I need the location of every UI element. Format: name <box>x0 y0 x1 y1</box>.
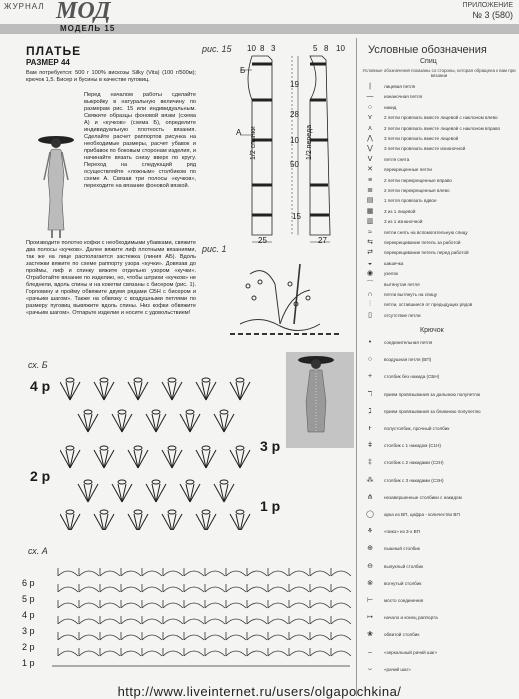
crochet-symbol-icon: ◯ <box>366 511 374 518</box>
crochet-symbol-text: прием провязывания за дальнюю полупетлю <box>384 391 481 397</box>
front-label: 1/2 переда <box>306 125 313 160</box>
scheme-b-fan <box>128 378 148 400</box>
crochet-symbol-icon: ⋔ <box>367 493 373 501</box>
spoke-symbol-text: шишечка <box>384 260 404 266</box>
scheme-a-arch <box>226 571 246 576</box>
scheme-a-arch <box>289 619 309 624</box>
spoke-symbol-text: 3 петли провязать вместе изнаночной <box>384 146 466 152</box>
crochet-symbol-icon: ⱶ <box>368 425 372 432</box>
scheme-a-arch <box>310 635 330 640</box>
scheme-a-arch <box>289 587 309 592</box>
spoke-symbol-icon: ≣ <box>367 187 373 194</box>
spoke-symbol-text: петли снять на вспомогательную спицу <box>384 229 468 235</box>
scheme-a-arch <box>163 571 183 576</box>
crochet-symbol-text: выпуклый столбик <box>384 563 424 569</box>
spoke-symbol-icon: ✕ <box>367 166 373 174</box>
crochet-symbol-text: пышный столбик <box>384 546 420 552</box>
crochet-symbol-text: прием провязывания за ближнюю полупетлю <box>384 408 481 414</box>
crochet-symbol-icon: ⌣ <box>367 665 373 673</box>
pic15-bottom-right: 27 <box>318 236 327 245</box>
crochet-symbol-text: обвитой столбик <box>384 632 420 638</box>
scheme-a-arch <box>79 603 99 608</box>
scheme-b-fan <box>230 446 250 468</box>
scheme-a-arch <box>205 635 225 640</box>
spoke-symbol-text: петли, оставшиеся от предыдущих рядов <box>384 302 473 308</box>
scheme-a-arch <box>100 651 120 656</box>
crochet-symbol-icon: ⚘ <box>366 528 374 536</box>
scheme-b-fan <box>128 510 148 530</box>
spoke-symbol-icon: ⇆ <box>367 239 373 246</box>
scheme-a-arch <box>58 651 78 656</box>
scheme-a-arch <box>121 635 141 640</box>
scheme-a-row2: 2 р <box>22 642 35 652</box>
scheme-a-arch <box>79 635 99 640</box>
scheme-a-arch <box>184 571 204 576</box>
scheme-b-row1: 1 р <box>260 498 281 514</box>
scheme-a-arch <box>310 603 330 608</box>
scheme-a-arch <box>226 635 246 640</box>
scheme-a-arch <box>268 571 288 576</box>
scheme-a-arch <box>163 619 183 624</box>
spoke-symbol-icon: ≈ <box>368 228 372 236</box>
scheme-a-arch <box>268 651 288 656</box>
scheme-a-arch <box>205 571 225 576</box>
scheme-b-fan <box>214 410 234 432</box>
scheme-a-arch <box>289 635 309 640</box>
scheme-a-arch <box>58 587 78 592</box>
legend-spokes-title: Спиц <box>420 58 437 65</box>
scheme-a-arch <box>142 651 162 656</box>
spoke-symbol-text: узелок <box>384 271 399 277</box>
crochet-symbol-icon: ❀ <box>367 631 373 639</box>
scheme-a-label: сх. А <box>28 546 48 556</box>
scheme-a-arch <box>121 603 141 608</box>
model-label: МОДЕЛЬ 15 <box>60 24 116 33</box>
scheme-a-arch <box>58 619 78 624</box>
spoke-symbol-text: отсутствие петли <box>384 312 421 318</box>
crochet-symbol-text: «зеркальный рачий шаг» <box>384 649 438 655</box>
scheme-a-arch <box>142 571 162 576</box>
crochet-symbol-text: незавершенные столбики с накидом <box>384 494 462 500</box>
scheme-a-arch <box>100 603 120 608</box>
scheme-a-arch <box>310 651 330 656</box>
scheme-a-arch <box>268 619 288 624</box>
spoke-symbol-icon: ▯ <box>368 311 372 319</box>
scheme-b-fan <box>162 446 182 468</box>
scheme-a-arch <box>142 603 162 608</box>
scheme-a-arch <box>247 603 267 608</box>
crochet-symbol-icon: ⊖ <box>367 562 373 570</box>
spoke-symbol-text: 2 петли перекрещенные вправо <box>384 177 452 183</box>
spoke-symbol-icon: | <box>369 83 371 90</box>
crochet-symbol-text: столбик без накида (СБН) <box>384 374 440 380</box>
scheme-a-arch <box>331 635 351 640</box>
scheme-a-row3: 3 р <box>22 626 35 636</box>
magazine-logo: МОД <box>56 0 111 24</box>
scheme-a-row4: 4 р <box>22 610 35 620</box>
scheme-a-arch <box>247 635 267 640</box>
crochet-symbol-icon: ⊢ <box>366 597 374 604</box>
crochet-symbol-text: воздушная петля (ВП) <box>384 357 432 363</box>
pic15-diagram <box>200 40 356 250</box>
pic15-label-b: Б <box>240 66 246 75</box>
pic15-dim-50: 50 <box>290 160 299 169</box>
spoke-symbol-text: 1 петля провязать вдвое <box>384 198 437 204</box>
crochet-symbol-icon: ‡ <box>368 459 372 467</box>
crochet-symbol-text: арка из ВП, цифра - количество ВП <box>384 512 460 517</box>
crochet-symbol-text: столбик с 2 накидами (С2Н) <box>384 460 444 466</box>
scheme-a-row6: 6 р <box>22 578 35 588</box>
scheme-a-arch <box>142 587 162 592</box>
scheme-b-row4: 4 р <box>30 378 51 394</box>
spoke-symbol-icon: ◉ <box>366 270 374 278</box>
scheme-a-arch <box>226 651 246 656</box>
scheme-a-arch <box>184 587 204 592</box>
scheme-a-arch <box>331 619 351 624</box>
scheme-a-arch <box>205 587 225 592</box>
scheme-b-fan <box>78 410 98 432</box>
scheme-a-arch <box>331 571 351 576</box>
pic15-top-right-3: 10 <box>336 44 345 53</box>
scheme-a-arch <box>247 651 267 656</box>
pic15-top-right-1: 5 <box>313 44 318 53</box>
scheme-a-arch <box>310 571 330 576</box>
scheme-a-arch <box>268 635 288 640</box>
model-photo <box>34 130 78 240</box>
scheme-a-arch <box>142 619 162 624</box>
pic1-label: рис. 1 <box>202 244 227 254</box>
spoke-symbol-icon: ⋀ <box>367 135 373 142</box>
spoke-symbol-icon: ⇄ <box>367 249 373 257</box>
spoke-symbol-icon: ○ <box>367 103 373 111</box>
spoke-symbol-text: 3 из 1 изнаночной <box>384 219 423 225</box>
crochet-symbol-text: начало и конец раппорта <box>384 615 438 621</box>
scheme-b-fan <box>162 510 182 530</box>
scheme-a-arch <box>289 651 309 656</box>
spoke-symbol-text: петли вытянуть на спицу <box>384 292 438 297</box>
scheme-b-fan <box>180 480 200 502</box>
materials-text: Вам потребуется: 500 г 100% вискозы Silky (Vita) (100 г/500м); крючок 1,5. Бисер и бусины в качестве пуговиц. <box>26 70 196 83</box>
spoke-symbol-icon: ▦ <box>366 207 374 215</box>
spoke-symbol-icon: — <box>366 93 374 101</box>
scheme-a-arch <box>289 603 309 608</box>
scheme-b-fan <box>94 446 114 468</box>
scheme-a-row5: 5 р <box>22 594 35 604</box>
scheme-a-arch <box>79 619 99 624</box>
scheme-a-arch <box>184 603 204 608</box>
spoke-symbol-text: перекрещивание петель за работой <box>384 240 461 245</box>
crochet-symbol-text: соединительная петля <box>384 340 433 345</box>
scheme-a-arch <box>268 603 288 608</box>
scheme-a-arch <box>100 635 120 640</box>
article-title: ПЛАТЬЕ <box>26 44 82 58</box>
scheme-a-diagram <box>46 556 356 682</box>
scheme-a-arch <box>184 635 204 640</box>
scheme-a-arch <box>289 571 309 576</box>
pic15-dim-10: 10 <box>290 136 299 145</box>
spoke-symbol-text: перекрещенные петли <box>384 167 432 173</box>
scheme-b-fan <box>196 510 216 530</box>
scheme-a-arch <box>100 571 120 576</box>
scheme-a-arch <box>184 619 204 624</box>
scheme-a-arch <box>121 587 141 592</box>
pic15-dim-15: 15 <box>292 212 301 221</box>
scheme-a-arch <box>226 587 246 592</box>
crochet-symbol-icon: ↦ <box>367 614 373 622</box>
crochet-symbol-text: «пико» из 3-х ВП <box>384 529 421 535</box>
scheme-b-fan <box>162 378 182 400</box>
scheme-a-arch <box>226 619 246 624</box>
spoke-symbol-icon: ⋁ <box>367 145 373 153</box>
scheme-b-fan <box>94 510 114 530</box>
issue-number: № 3 (580) <box>472 10 513 20</box>
crochet-symbol-icon: ℷ <box>368 407 372 415</box>
spoke-symbol-icon: ▥ <box>366 218 374 226</box>
scheme-a-arch <box>121 571 141 576</box>
appendix-label: ПРИЛОЖЕНИЕ <box>462 2 513 9</box>
scheme-a-arch <box>163 603 183 608</box>
crochet-symbol-icon: ⁂ <box>366 476 374 484</box>
crochet-symbol-text: столбик с 3 накидами (С3Н) <box>384 477 444 483</box>
spoke-symbol-icon: ≡ <box>367 176 373 184</box>
legend-spokes-desc: Условные обозначения показаны со стороны, которая обращена к вам при вязании <box>362 68 516 78</box>
pic1-diagram <box>220 254 350 346</box>
pic15-top-left-1: 10 <box>247 44 256 53</box>
scheme-b-fan <box>230 378 250 400</box>
magazine-brand: ЖУРНАЛ <box>4 2 45 11</box>
scheme-b-fan <box>196 446 216 468</box>
scheme-b-fan <box>146 410 166 432</box>
pic15-top-left-3: 3 <box>271 44 276 53</box>
scheme-a-arch <box>100 619 120 624</box>
legend-title: Условные обозначения <box>368 44 487 56</box>
spoke-symbol-text: 3 из 1 лицевой <box>384 208 416 214</box>
scheme-b-fan <box>180 410 200 432</box>
scheme-a-arch <box>121 651 141 656</box>
scheme-a-arch <box>331 603 351 608</box>
spoke-symbol-text: 2 петли перекрещенные влево <box>384 188 450 193</box>
crochet-symbol-text: мосто соединения <box>384 598 424 603</box>
scheme-a-arch <box>100 587 120 592</box>
spoke-symbol-text: перекрещивание петель перед работой <box>384 250 469 256</box>
scheme-b-diagram <box>60 370 260 530</box>
spoke-symbol-icon: ⫶ <box>369 301 371 309</box>
crochet-symbol-text: вогнутый столбик <box>384 580 422 586</box>
pic15-bottom-left: 25 <box>258 236 267 245</box>
scheme-a-arch <box>205 619 225 624</box>
spoke-symbol-icon: ⌒ <box>366 280 374 288</box>
scheme-a-arch <box>58 571 78 576</box>
scheme-a-arch <box>79 651 99 656</box>
pic15-top-left-2: 8 <box>260 44 265 53</box>
pic15-dim-19: 19 <box>290 80 299 89</box>
scheme-a-arch <box>310 587 330 592</box>
scheme-a-arch <box>247 571 267 576</box>
spoke-symbol-text: 2 петли провязать вместе лицевой с наклоном влево <box>384 115 498 121</box>
spoke-symbol-icon: ◒ <box>367 259 373 267</box>
scheme-b-row3: 3 р <box>260 438 281 454</box>
pic15-label-a: А <box>236 128 242 137</box>
scheme-a-arch <box>58 603 78 608</box>
spoke-symbol-text: изнаночная петля <box>384 94 423 100</box>
scheme-a-arch <box>331 587 351 592</box>
pic15-label: рис. 15 <box>202 44 232 54</box>
source-url: http://www.liveinternet.ru/users/olgapochkina/ <box>117 684 402 699</box>
scheme-a-arch <box>79 587 99 592</box>
spoke-symbol-icon: ⋏ <box>367 124 373 132</box>
crochet-symbol-text: «рачий шаг» <box>384 666 411 672</box>
scheme-a-arch <box>247 587 267 592</box>
scheme-a-arch <box>79 571 99 576</box>
back-label: 1/2 спинки <box>250 126 257 160</box>
scheme-b-fan <box>214 480 234 502</box>
spoke-symbol-icon: ∩ <box>367 291 373 298</box>
scheme-a-arch <box>205 651 225 656</box>
scheme-b-fan <box>230 510 250 530</box>
pic15-top-right-2: 8 <box>324 44 329 53</box>
scheme-a-arch <box>142 635 162 640</box>
crochet-symbol-icon: • <box>368 339 372 346</box>
scheme-a-arch <box>58 635 78 640</box>
scheme-a-arch <box>310 619 330 624</box>
scheme-a-arch <box>205 603 225 608</box>
scheme-a-arch <box>331 651 351 656</box>
legend-crochet-title: Крючок <box>420 327 444 334</box>
model-back-photo <box>286 352 354 448</box>
para2-text: Производите полотно кофки с необходимыми убавками, свяжите два полосы «кучков». Далее вяжите лиф плотными вязаниями, так же на лице располагается застежка (линия АБ). Вдоль застежки вяжите по схеме раппорту узора «кучки». Довязав до проймы, лиф и спинку вяжите отдельно узором «кучки». Отработайте вязание по изделию, но, чтобы штрихи «кучков» не бледнели, вдоль спины и на кокетки связаны с бисером (рис. 1). Горловину и пройму обвяжите двумя рядами СБН с бисером и «рачьим шагом». Также на обвязку с воздушными петлями по размеру пуговиц вывяжите вдоль спины. Низ кофки обвяжите «рачьим шагом». Отпарьте изделие и носите с удовольствием! <box>26 240 196 316</box>
crochet-symbol-text: столбик с 1 накидом (С1Н) <box>384 443 441 449</box>
crochet-symbol-icon: ⌢ <box>367 648 373 656</box>
scheme-b-row2: 2 р <box>30 468 51 484</box>
pic15-dim-28: 28 <box>290 110 299 119</box>
para1-text: Перед началом работы сделайте выкройку в натуральную величину по размерам рис. 15 или индивидуальным. Свяжите образцы фоновой вязки (схема А) и «кучков» (схема Б), определите индивидуальную плотность вязания. Сделайте расчет раппортов рисунка на необходимые размеры, расчет убавок и прибавок по боковым сторонам изделия, и начинайте вязать снизу вверх по кругу. Переход на следующий ряд осуществляйте «ложным» столбиком по схеме А. Связав три полосы «кучков», переходите на вязание фоновой вязкой. <box>84 92 196 189</box>
scheme-b-fan <box>196 378 216 400</box>
scheme-b-fan <box>112 480 132 502</box>
scheme-a-arch <box>247 619 267 624</box>
scheme-b-fan <box>60 510 80 530</box>
scheme-a-row1: 1 р <box>22 658 35 668</box>
scheme-a-arch <box>184 651 204 656</box>
spoke-symbol-text: лицевая петля <box>384 84 416 89</box>
crochet-symbol-icon: ǂ <box>367 442 373 450</box>
crochet-symbol-text: полустолбик, прочный столбик <box>384 426 450 431</box>
scheme-b-fan <box>128 446 148 468</box>
scheme-a-arch <box>226 603 246 608</box>
crochet-symbol-icon: ⊗ <box>367 579 373 587</box>
spoke-symbol-text: накид <box>384 104 397 110</box>
spoke-symbol-icon: Ⅴ <box>367 155 373 163</box>
crochet-symbol-icon: ○ <box>367 356 373 364</box>
scheme-a-arch <box>163 635 183 640</box>
scheme-b-label: сх. Б <box>28 360 48 370</box>
scheme-b-fan <box>112 410 132 432</box>
spoke-symbol-text: 2 петли провязать вместе лицевой с наклоном вправо <box>384 125 501 131</box>
scheme-b-fan <box>78 480 98 502</box>
crochet-symbol-icon: ⊕ <box>367 545 373 553</box>
scheme-a-arch <box>121 619 141 624</box>
scheme-b-fan <box>94 378 114 400</box>
spoke-symbol-icon: ⋎ <box>367 114 373 122</box>
spoke-symbol-text: петля снята <box>384 156 410 162</box>
scheme-b-fan <box>146 480 166 502</box>
article-size: РАЗМЕР 44 <box>26 58 70 67</box>
spoke-symbol-text: вытянутая петля <box>384 281 420 287</box>
scheme-b-fan <box>60 446 80 468</box>
crochet-symbol-icon: + <box>367 373 373 381</box>
scheme-b-fan <box>60 378 80 400</box>
spoke-symbol-text: 3 петли провязать вместе лицевой <box>384 136 459 141</box>
scheme-a-arch <box>163 587 183 592</box>
spoke-symbol-icon: ▤ <box>366 197 374 205</box>
crochet-symbol-icon: ℸ <box>367 390 373 398</box>
scheme-a-arch <box>163 651 183 656</box>
scheme-a-arch <box>268 587 288 592</box>
